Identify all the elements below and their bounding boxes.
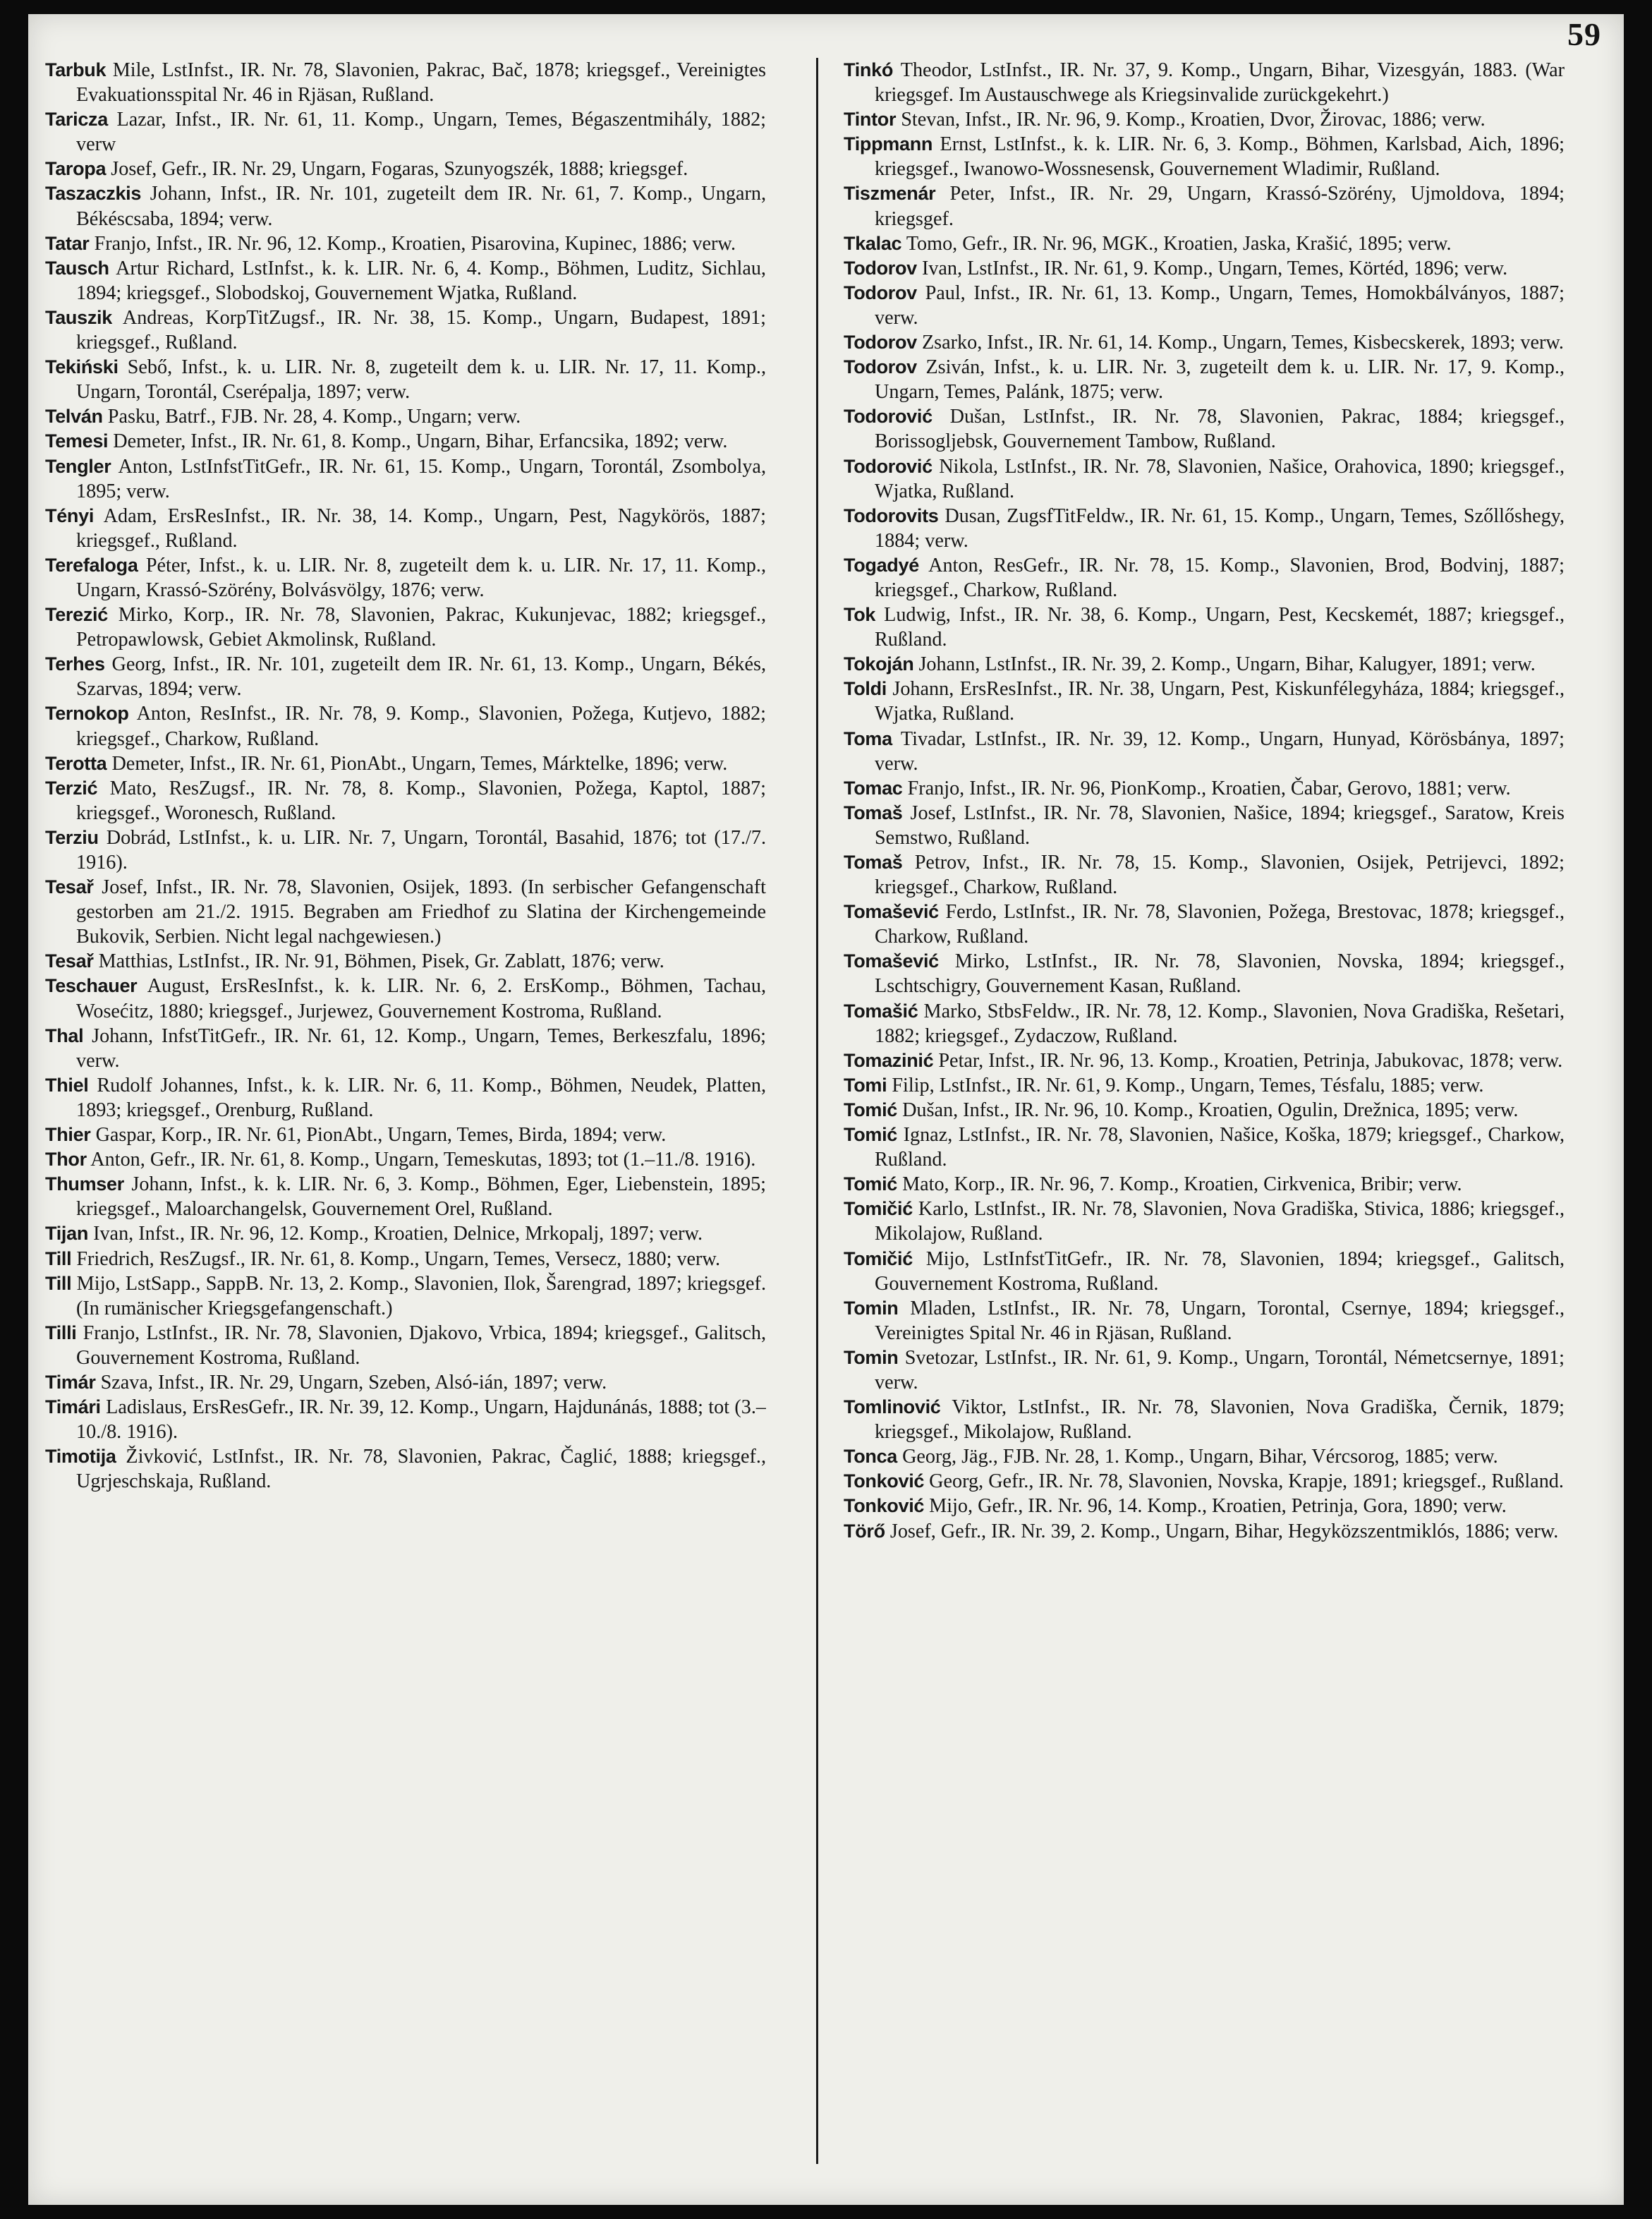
register-entry xyxy=(844,776,1565,801)
register-entry xyxy=(844,231,1565,256)
entry-details: Marko, StbsFeldw., IR. Nr. 78, 12. Komp., Slavonien, Nova Gradiška, Rešetari, 1882; kriegsgef., Zydaczow, Rußland. xyxy=(875,1000,1565,1047)
register-entry xyxy=(45,157,766,181)
register-entry xyxy=(45,1147,766,1172)
entry-details: Anton, ResInfst., IR. Nr. 78, 9. Komp., Slavonien, Požega, Kutjevo, 1882; kriegsgef., Charkow, Rußland. xyxy=(76,703,766,750)
register-entry xyxy=(844,404,1565,454)
entry-details: Dusan, ZugsfTitFeldw., IR. Nr. 61, 15. Komp., Ungarn, Temes, Szőllőshegy, 1884; verw. xyxy=(875,504,1565,552)
entry-details: Demeter, Infst., IR. Nr. 61, PionAbt., Ungarn, Temes, Márktelke, 1896; verw. xyxy=(111,752,728,775)
register-entry xyxy=(45,553,766,603)
entry-details: Demeter, Infst., IR. Nr. 61, 8. Komp., Ungarn, Bihar, Erfancsika, 1892; verw. xyxy=(113,430,728,453)
entry-details: Anton, Gefr., IR. Nr. 61, 8. Komp., Ungarn, Temeskutas, 1893; tot (1.–11./8. 1916). xyxy=(90,1149,756,1171)
entry-details: Mirko, Korp., IR. Nr. 78, Slavonien, Pakrac, Kukunjevac, 1882; kriegsgef., Petropawlowsk, Gebiet Akmolinsk, Rußland. xyxy=(76,604,766,651)
entry-details: Mato, Korp., IR. Nr. 96, 7. Komp., Kroatien, Cirkvenica, Bribir; verw. xyxy=(902,1173,1462,1196)
page-number: 59 xyxy=(1567,16,1601,52)
entry-details: Mladen, LstInfst., IR. Nr. 78, Ungarn, Torontal, Csernye, 1894; kriegsgef., Vereinigtes Spital Nr. 46 in Rjäsan, Rußland. xyxy=(875,1297,1565,1344)
entry-details: Ivan, Infst., IR. Nr. 96, 12. Komp., Kroatien, Delnice, Mrkopalj, 1897; verw. xyxy=(93,1223,703,1245)
register-entry xyxy=(45,404,766,429)
entry-details: Peter, Infst., IR. Nr. 29, Ungarn, Krassó-Szörény, Ujmoldova, 1894; kriegsgef. xyxy=(875,183,1565,230)
entry-surname: Telván xyxy=(45,406,103,428)
entry-details: Mato, ResZugsf., IR. Nr. 78, 8. Komp., Slavonien, Požega, Kaptol, 1887; kriegsgef., Woronesch, Rußland. xyxy=(76,777,766,824)
register-entry xyxy=(45,181,766,231)
entry-surname: Tomac xyxy=(844,777,903,799)
entry-details: Theodor, LstInfst., IR. Nr. 37, 9. Komp., Ungarn, Bihar, Vizesgyán, 1883. (War kriegsgef. Im Austauschwege als Kriegsinvalide zurückgekehrt.) xyxy=(875,59,1565,107)
entry-surname: Tomi xyxy=(844,1074,887,1096)
entry-surname: Törő xyxy=(844,1520,885,1542)
entry-surname: Tomaš xyxy=(844,802,903,823)
entry-details: Dobrád, LstInfst., k. u. LIR. Nr. 7, Ungarn, Torontál, Basahid, 1876; tot (17./7. 1916). xyxy=(76,826,766,873)
entry-details: Živković, LstInfst., IR. Nr. 78, Slavonien, Pakrac, Čaglić, 1888; kriegsgef., Ugrjeschskaja, Rußland. xyxy=(76,1446,766,1493)
entry-surname: Tarbuk xyxy=(45,59,107,80)
entry-details: Péter, Infst., k. u. LIR. Nr. 8, zugeteilt dem k. u. LIR. Nr. 17, 11. Komp., Ungarn, Krassó-Szörény, Bolvásvölgy, 1876; verw. xyxy=(76,554,766,601)
register-entry xyxy=(45,875,766,949)
register-entry xyxy=(844,107,1565,132)
register-entry xyxy=(45,504,766,553)
register-entry xyxy=(45,306,766,355)
register-entry xyxy=(844,949,1565,998)
entry-details: Ferdo, LstInfst., IR. Nr. 78, Slavonien, Požega, Brestovac, 1878; kriegsgef., Charkow, Rußland. xyxy=(875,901,1565,948)
entry-surname: Tesař xyxy=(45,876,94,898)
entry-details: Petar, Infst., IR. Nr. 96, 13. Komp., Kroatien, Petrinja, Jabukovac, 1878; verw. xyxy=(938,1049,1563,1072)
entry-surname: Terezić xyxy=(45,604,108,626)
entry-surname: Timotija xyxy=(45,1446,116,1468)
entry-surname: Tausch xyxy=(45,257,109,279)
register-entry xyxy=(844,850,1565,900)
register-entry xyxy=(45,231,766,256)
entry-surname: Terziu xyxy=(45,826,99,848)
entry-details: Szava, Infst., IR. Nr. 29, Ungarn, Szeben, Alsó-ián, 1897; verw. xyxy=(100,1371,607,1393)
entry-details: Sebő, Infst., k. u. LIR. Nr. 8, zugeteilt dem k. u. LIR. Nr. 17, 11. Komp., Ungarn, Torontál, Cserépalja, 1897; verw. xyxy=(76,356,766,404)
entry-surname: Thier xyxy=(45,1124,91,1146)
entry-details: Rudolf Johannes, Infst., k. k. LIR. Nr. 6, 11. Komp., Böhmen, Neudek, Platten, 1893; kriegsgef., Orenburg, Rußland. xyxy=(76,1074,766,1121)
entry-details: Johann, LstInfst., IR. Nr. 39, 2. Komp., Ungarn, Bihar, Kalugyer, 1891; verw. xyxy=(918,653,1536,676)
entry-details: Georg, Jäg., FJB. Nr. 28, 1. Komp., Ungarn, Bihar, Vércsorog, 1885; verw. xyxy=(902,1446,1498,1468)
entry-surname: Temesi xyxy=(45,430,109,452)
register-entry xyxy=(844,281,1565,330)
entry-surname: Tengler xyxy=(45,455,111,477)
register-entry xyxy=(45,1172,766,1221)
register-entry xyxy=(844,1197,1565,1246)
register-entry xyxy=(45,1444,766,1494)
entry-surname: Tényi xyxy=(45,504,95,526)
entry-surname: Tiszmenár xyxy=(844,183,936,205)
entry-details: Tomo, Gefr., IR. Nr. 96, MGK., Kroatien, Jaska, Krašić, 1895; verw. xyxy=(906,232,1452,255)
entry-surname: Tinkó xyxy=(844,59,894,80)
register-entry xyxy=(844,454,1565,504)
column-divider xyxy=(816,58,818,2164)
entry-surname: Tatar xyxy=(45,232,90,254)
register-entry xyxy=(45,1123,766,1147)
register-entry xyxy=(45,454,766,504)
entry-surname: Tomičić xyxy=(844,1198,913,1220)
register-entry xyxy=(844,1469,1565,1494)
register-entry xyxy=(844,504,1565,553)
entry-surname: Terotta xyxy=(45,752,107,774)
entry-details: Karlo, LstInfst., IR. Nr. 78, Slavonien, Nova Gradiška, Stivica, 1886; kriegsgef., Mikolajow, Rußland. xyxy=(875,1198,1565,1245)
entry-details: Georg, Infst., IR. Nr. 101, zugeteilt dem IR. Nr. 61, 13. Komp., Ungarn, Békés, Szarvas, 1894; verw. xyxy=(76,653,766,701)
entry-details: Franjo, LstInfst., IR. Nr. 78, Slavonien, Djakovo, Vrbica, 1894; kriegsgef., Galitsch, Gouvernement Kostroma, Rußland. xyxy=(76,1322,766,1369)
register-entry xyxy=(45,1073,766,1123)
entry-details: Georg, Gefr., IR. Nr. 78, Slavonien, Novska, Krapje, 1891; kriegsgef., Rußland. xyxy=(929,1470,1564,1493)
entry-surname: Tomašević xyxy=(844,950,939,972)
entry-surname: Teschauer xyxy=(45,975,138,997)
entry-details: Dušan, Infst., IR. Nr. 96, 10. Komp., Kroatien, Ogulin, Drežnica, 1895; verw. xyxy=(902,1099,1519,1121)
right-column xyxy=(844,58,1565,2203)
entry-details: Dušan, LstInfst., IR. Nr. 78, Slavonien, Pakrac, 1884; kriegsgef., Borissogljebsk, Gouvernement Tambow, Rußland. xyxy=(875,406,1565,453)
entry-details: Johann, InfstTitGefr., IR. Nr. 61, 12. Komp., Ungarn, Temes, Berkeszfalu, 1896; verw. xyxy=(76,1024,766,1072)
register-entry xyxy=(844,1395,1565,1444)
register-entry xyxy=(844,58,1565,107)
entry-details: Nikola, LstInfst., IR. Nr. 78, Slavonien, Našice, Orahovica, 1890; kriegsgef., Wjatka, Rußland. xyxy=(875,455,1565,502)
register-entry xyxy=(844,132,1565,181)
entry-surname: Tomazinić xyxy=(844,1049,934,1071)
entry-details: Andreas, KorpTitZugsf., IR. Nr. 38, 15. Komp., Ungarn, Budapest, 1891; kriegsgef., Rußland. xyxy=(76,306,766,354)
entry-details: Josef, Infst., IR. Nr. 78, Slavonien, Osijek, 1893. (In serbischer Gefangenschaft gestorben am 21./2. 1915. Begraben am Friedhof zu Slatina der Kirchengemeinde Bukovik, Serbien. Nicht legal nachgewiesen.) xyxy=(76,876,766,948)
entry-surname: Todorov xyxy=(844,356,917,378)
register-entry xyxy=(45,1024,766,1073)
entry-surname: Tomašić xyxy=(844,1000,918,1022)
register-entry xyxy=(45,429,766,454)
entry-surname: Togadyé xyxy=(844,554,919,576)
entry-surname: Todorov xyxy=(844,257,917,279)
entry-details: Mile, LstInfst., IR. Nr. 78, Slavonien, Pakrac, Bač, 1878; kriegsgef., Vereinigtes Evakuationsspital Nr. 46 in Rjäsan, Rußland. xyxy=(76,59,766,107)
register-entry xyxy=(844,256,1565,281)
entry-surname: Tomin xyxy=(844,1297,899,1319)
entry-surname: Tesař xyxy=(45,950,94,972)
register-entry xyxy=(45,826,766,875)
register-entry xyxy=(45,603,766,652)
entry-surname: Todorović xyxy=(844,406,933,428)
register-entry xyxy=(844,553,1565,603)
entry-details: Josef, Gefr., IR. Nr. 39, 2. Komp., Ungarn, Bihar, Hegyközszentmiklós, 1886; verw. xyxy=(889,1520,1559,1542)
register-entry xyxy=(844,1444,1565,1469)
entry-surname: Todorovits xyxy=(844,504,939,526)
entry-surname: Taricza xyxy=(45,109,108,131)
entry-details: Mijo, Gefr., IR. Nr. 96, 14. Komp., Kroatien, Petrinja, Gora, 1890; verw. xyxy=(929,1495,1507,1518)
entry-surname: Tomašević xyxy=(844,901,939,923)
register-entry xyxy=(844,330,1565,355)
entry-surname: Tomić xyxy=(844,1099,898,1120)
register-entry xyxy=(844,677,1565,726)
entry-surname: Till xyxy=(45,1247,72,1269)
entry-surname: Tintor xyxy=(844,109,897,131)
entry-details: Gaspar, Korp., IR. Nr. 61, PionAbt., Ungarn, Temes, Birda, 1894; verw. xyxy=(95,1124,667,1147)
entry-details: Johann, Infst., k. k. LIR. Nr. 6, 3. Komp., Böhmen, Eger, Liebenstein, 1895; kriegsgef., Maloarchangelsk, Gouvernement Orel, Rußland. xyxy=(76,1173,766,1221)
register-entry xyxy=(45,1395,766,1444)
left-column xyxy=(45,58,766,2203)
entry-surname: Terhes xyxy=(45,653,105,675)
entry-surname: Taszaczkis xyxy=(45,183,142,205)
entry-details: Petrov, Infst., IR. Nr. 78, 15. Komp., Slavonien, Osijek, Petrijevci, 1892; kriegsgef., Charkow, Rußland. xyxy=(875,852,1565,899)
register-entry xyxy=(844,900,1565,949)
entry-details: Viktor, LstInfst., IR. Nr. 78, Slavonien, Nova Gradiška, Černik, 1879; kriegsgef., Mikolajow, Rußland. xyxy=(875,1396,1565,1444)
entry-details: Johann, Infst., IR. Nr. 101, zugeteilt dem IR. Nr. 61, 7. Komp., Ungarn, Békéscsaba, 1894; verw. xyxy=(76,183,766,230)
entry-details: Lazar, Infst., IR. Nr. 61, 11. Komp., Ungarn, Temes, Bégaszentmihály, 1882; verw xyxy=(76,109,766,156)
register-entry xyxy=(45,1370,766,1395)
register-entry xyxy=(45,776,766,826)
entry-details: Mijo, LstInfstTitGefr., IR. Nr. 78, Slavonien, 1894; kriegsgef., Galitsch, Gouvernement Kostroma, Rußland. xyxy=(875,1247,1565,1295)
register-entry xyxy=(844,603,1565,652)
register-entry xyxy=(844,727,1565,776)
register-entry xyxy=(844,181,1565,231)
entry-surname: Tomaš xyxy=(844,852,903,873)
register-entry xyxy=(45,58,766,107)
entry-surname: Thiel xyxy=(45,1074,89,1096)
entry-surname: Tomić xyxy=(844,1124,898,1146)
entry-surname: Till xyxy=(45,1272,72,1294)
entry-details: August, ErsResInfst., k. k. LIR. Nr. 6, 2. ErsKomp., Böhmen, Tachau, Wosećitz, 1880; kriegsgef., Jurjewez, Gouvernement Kostroma, Rußland. xyxy=(76,975,766,1022)
entry-details: Ernst, LstInfst., k. k. LIR. Nr. 6, 3. Komp., Böhmen, Karlsbad, Aich, 1896; kriegsgef., Iwanowo-Wossnesensk, Gouvernement Wladimir, Rußland. xyxy=(875,133,1565,181)
entry-surname: Tomlinović xyxy=(844,1396,941,1418)
entry-surname: Thal xyxy=(45,1024,84,1046)
entry-surname: Thumser xyxy=(45,1173,124,1195)
entry-surname: Tomić xyxy=(844,1173,898,1195)
register-entry xyxy=(45,1221,766,1246)
entry-surname: Tekiński xyxy=(45,356,119,378)
entry-details: Ignaz, LstInfst., IR. Nr. 78, Slavonien, Našice, Koška, 1879; kriegsgef., Charkow, Rußland. xyxy=(875,1124,1565,1171)
register-entry xyxy=(844,355,1565,404)
entry-details: Friedrich, ResZugsf., IR. Nr. 61, 8. Komp., Ungarn, Temes, Versecz, 1880; verw. xyxy=(76,1247,721,1270)
register-entry xyxy=(844,801,1565,850)
entry-surname: Tkalac xyxy=(844,232,902,254)
entry-surname: Terzić xyxy=(45,777,98,799)
entry-details: Tivadar, LstInfst., IR. Nr. 39, 12. Komp., Ungarn, Hunyad, Körösbánya, 1897; verw. xyxy=(875,727,1565,775)
register-entry xyxy=(45,107,766,157)
entry-details: Johann, ErsResInfst., IR. Nr. 38, Ungarn, Pest, Kiskunfélegyháza, 1884; kriegsgef., Wjatka, Rußland. xyxy=(875,678,1565,725)
entry-details: Franjo, Infst., IR. Nr. 96, 12. Komp., Kroatien, Pisarovina, Kupinec, 1886; verw. xyxy=(94,232,736,255)
entry-surname: Tijan xyxy=(45,1223,89,1245)
entry-details: Artur Richard, LstInfst., k. k. LIR. Nr. 6, 4. Komp., Böhmen, Luditz, Sichlau, 1894; kriegsgef., Slobodskoj, Gouvernement Wjatka, Rußland. xyxy=(76,257,766,304)
register-entry xyxy=(844,1048,1565,1073)
register-entry xyxy=(45,701,766,751)
register-entry xyxy=(45,1247,766,1271)
entry-details: Ladislaus, ErsResGefr., IR. Nr. 39, 12. Komp., Ungarn, Hajdunánás, 1888; tot (3.–10./8. 1916). xyxy=(76,1396,766,1444)
entry-details: Svetozar, LstInfst., IR. Nr. 61, 9. Komp., Ungarn, Torontál, Németcsernye, 1891; verw. xyxy=(875,1346,1565,1393)
register-entry xyxy=(45,949,766,974)
entry-surname: Toldi xyxy=(844,678,887,700)
entry-details: Ivan, LstInfst., IR. Nr. 61, 9. Komp., Ungarn, Temes, Körtéd, 1896; verw. xyxy=(921,257,1508,279)
register-entry xyxy=(844,1172,1565,1197)
entry-details: Matthias, LstInfst., IR. Nr. 91, Böhmen, Pisek, Gr. Zablatt, 1876; verw. xyxy=(98,950,664,973)
entry-surname: Todorov xyxy=(844,282,917,303)
register-entry xyxy=(844,652,1565,677)
entry-details: Franjo, Infst., IR. Nr. 96, PionKomp., Kroatien, Čabar, Gerovo, 1881; verw. xyxy=(907,777,1511,799)
register-entry xyxy=(45,1271,766,1321)
entry-details: Stevan, Infst., IR. Nr. 96, 9. Komp., Kroatien, Dvor, Žirovac, 1886; verw. xyxy=(901,109,1486,131)
register-entry xyxy=(45,974,766,1023)
entry-surname: Ternokop xyxy=(45,703,129,725)
register-entry xyxy=(45,355,766,404)
entry-surname: Tomičić xyxy=(844,1247,913,1269)
entry-surname: Tomin xyxy=(844,1346,899,1368)
register-entry xyxy=(45,652,766,701)
entry-surname: Tonković xyxy=(844,1495,925,1517)
register-entry xyxy=(844,999,1565,1048)
entry-details: Zsiván, Infst., k. u. LIR. Nr. 3, zugeteilt dem k. u. LIR. Nr. 17, 9. Komp., Ungarn, Temes, Palánk, 1875; verw. xyxy=(875,356,1565,404)
entry-details: Pasku, Batrf., FJB. Nr. 28, 4. Komp., Ungarn; verw. xyxy=(107,406,521,428)
entry-details: Zsarko, Infst., IR. Nr. 61, 14. Komp., Ungarn, Temes, Kisbecskerek, 1893; verw. xyxy=(921,332,1564,354)
register-entry xyxy=(844,1296,1565,1346)
register-entry xyxy=(844,1519,1565,1544)
entry-surname: Tok xyxy=(844,604,876,626)
entry-surname: Timári xyxy=(45,1396,101,1418)
entry-details: Filip, LstInfst., IR. Nr. 61, 9. Komp., Ungarn, Temes, Tésfalu, 1885; verw. xyxy=(892,1074,1484,1096)
entry-surname: Thor xyxy=(45,1149,87,1171)
entry-surname: Toma xyxy=(844,727,892,749)
entry-surname: Todorov xyxy=(844,332,917,353)
entry-details: Mirko, LstInfst., IR. Nr. 78, Slavonien, Novska, 1894; kriegsgef., Lschtschigry, Gouvernement Kasan, Rußland. xyxy=(875,950,1565,998)
register-entry xyxy=(844,1494,1565,1518)
entry-details: Adam, ErsResInfst., IR. Nr. 38, 14. Komp., Ungarn, Pest, Nagykörös, 1887; kriegsgef., Rußland. xyxy=(76,504,766,552)
entry-surname: Tilli xyxy=(45,1322,77,1343)
entry-surname: Tonković xyxy=(844,1470,925,1492)
entry-details: Mijo, LstSapp., SappB. Nr. 13, 2. Komp., Slavonien, Ilok, Šarengrad, 1897; kriegsgef. (In rumänischer Kriegsgefangenschaft.) xyxy=(76,1272,766,1319)
register-entry xyxy=(45,256,766,306)
register-entry xyxy=(844,1123,1565,1172)
entry-details: Paul, Infst., IR. Nr. 61, 13. Komp., Ungarn, Temes, Homokbálványos, 1887; verw. xyxy=(875,282,1565,329)
register-entry xyxy=(45,1321,766,1370)
entry-surname: Todorović xyxy=(844,455,933,477)
entry-details: Ludwig, Infst., IR. Nr. 38, 6. Komp., Ungarn, Pest, Kecskemét, 1887; kriegsgef., Rußland. xyxy=(875,604,1565,651)
document-page xyxy=(28,14,1624,2205)
entry-surname: Tokoján xyxy=(844,653,914,675)
register-entry xyxy=(844,1073,1565,1098)
entry-surname: Taropa xyxy=(45,158,107,180)
entry-details: Josef, LstInfst., IR. Nr. 78, Slavonien, Našice, 1894; kriegsgef., Saratow, Kreis Semstwo, Rußland. xyxy=(875,802,1565,849)
entry-details: Anton, ResGefr., IR. Nr. 78, 15. Komp., Slavonien, Brod, Bodvinj, 1887; kriegsgef., Charkow, Rußland. xyxy=(875,554,1565,601)
entry-surname: Terefaloga xyxy=(45,554,138,576)
entry-details: Josef, Gefr., IR. Nr. 29, Ungarn, Fogaras, Szunyogszék, 1888; kriegsgef. xyxy=(111,158,688,181)
entry-details: Anton, LstInfstTitGefr., IR. Nr. 61, 15. Komp., Ungarn, Torontál, Zsombolya, 1895; verw. xyxy=(76,455,766,502)
register-entry xyxy=(844,1098,1565,1123)
entry-surname: Tonca xyxy=(844,1446,898,1468)
entry-surname: Timár xyxy=(45,1371,96,1393)
entry-surname: Tippmann xyxy=(844,133,933,155)
register-entry xyxy=(45,751,766,776)
entry-surname: Tauszik xyxy=(45,306,112,328)
register-entry xyxy=(844,1247,1565,1296)
register-entry xyxy=(844,1346,1565,1395)
